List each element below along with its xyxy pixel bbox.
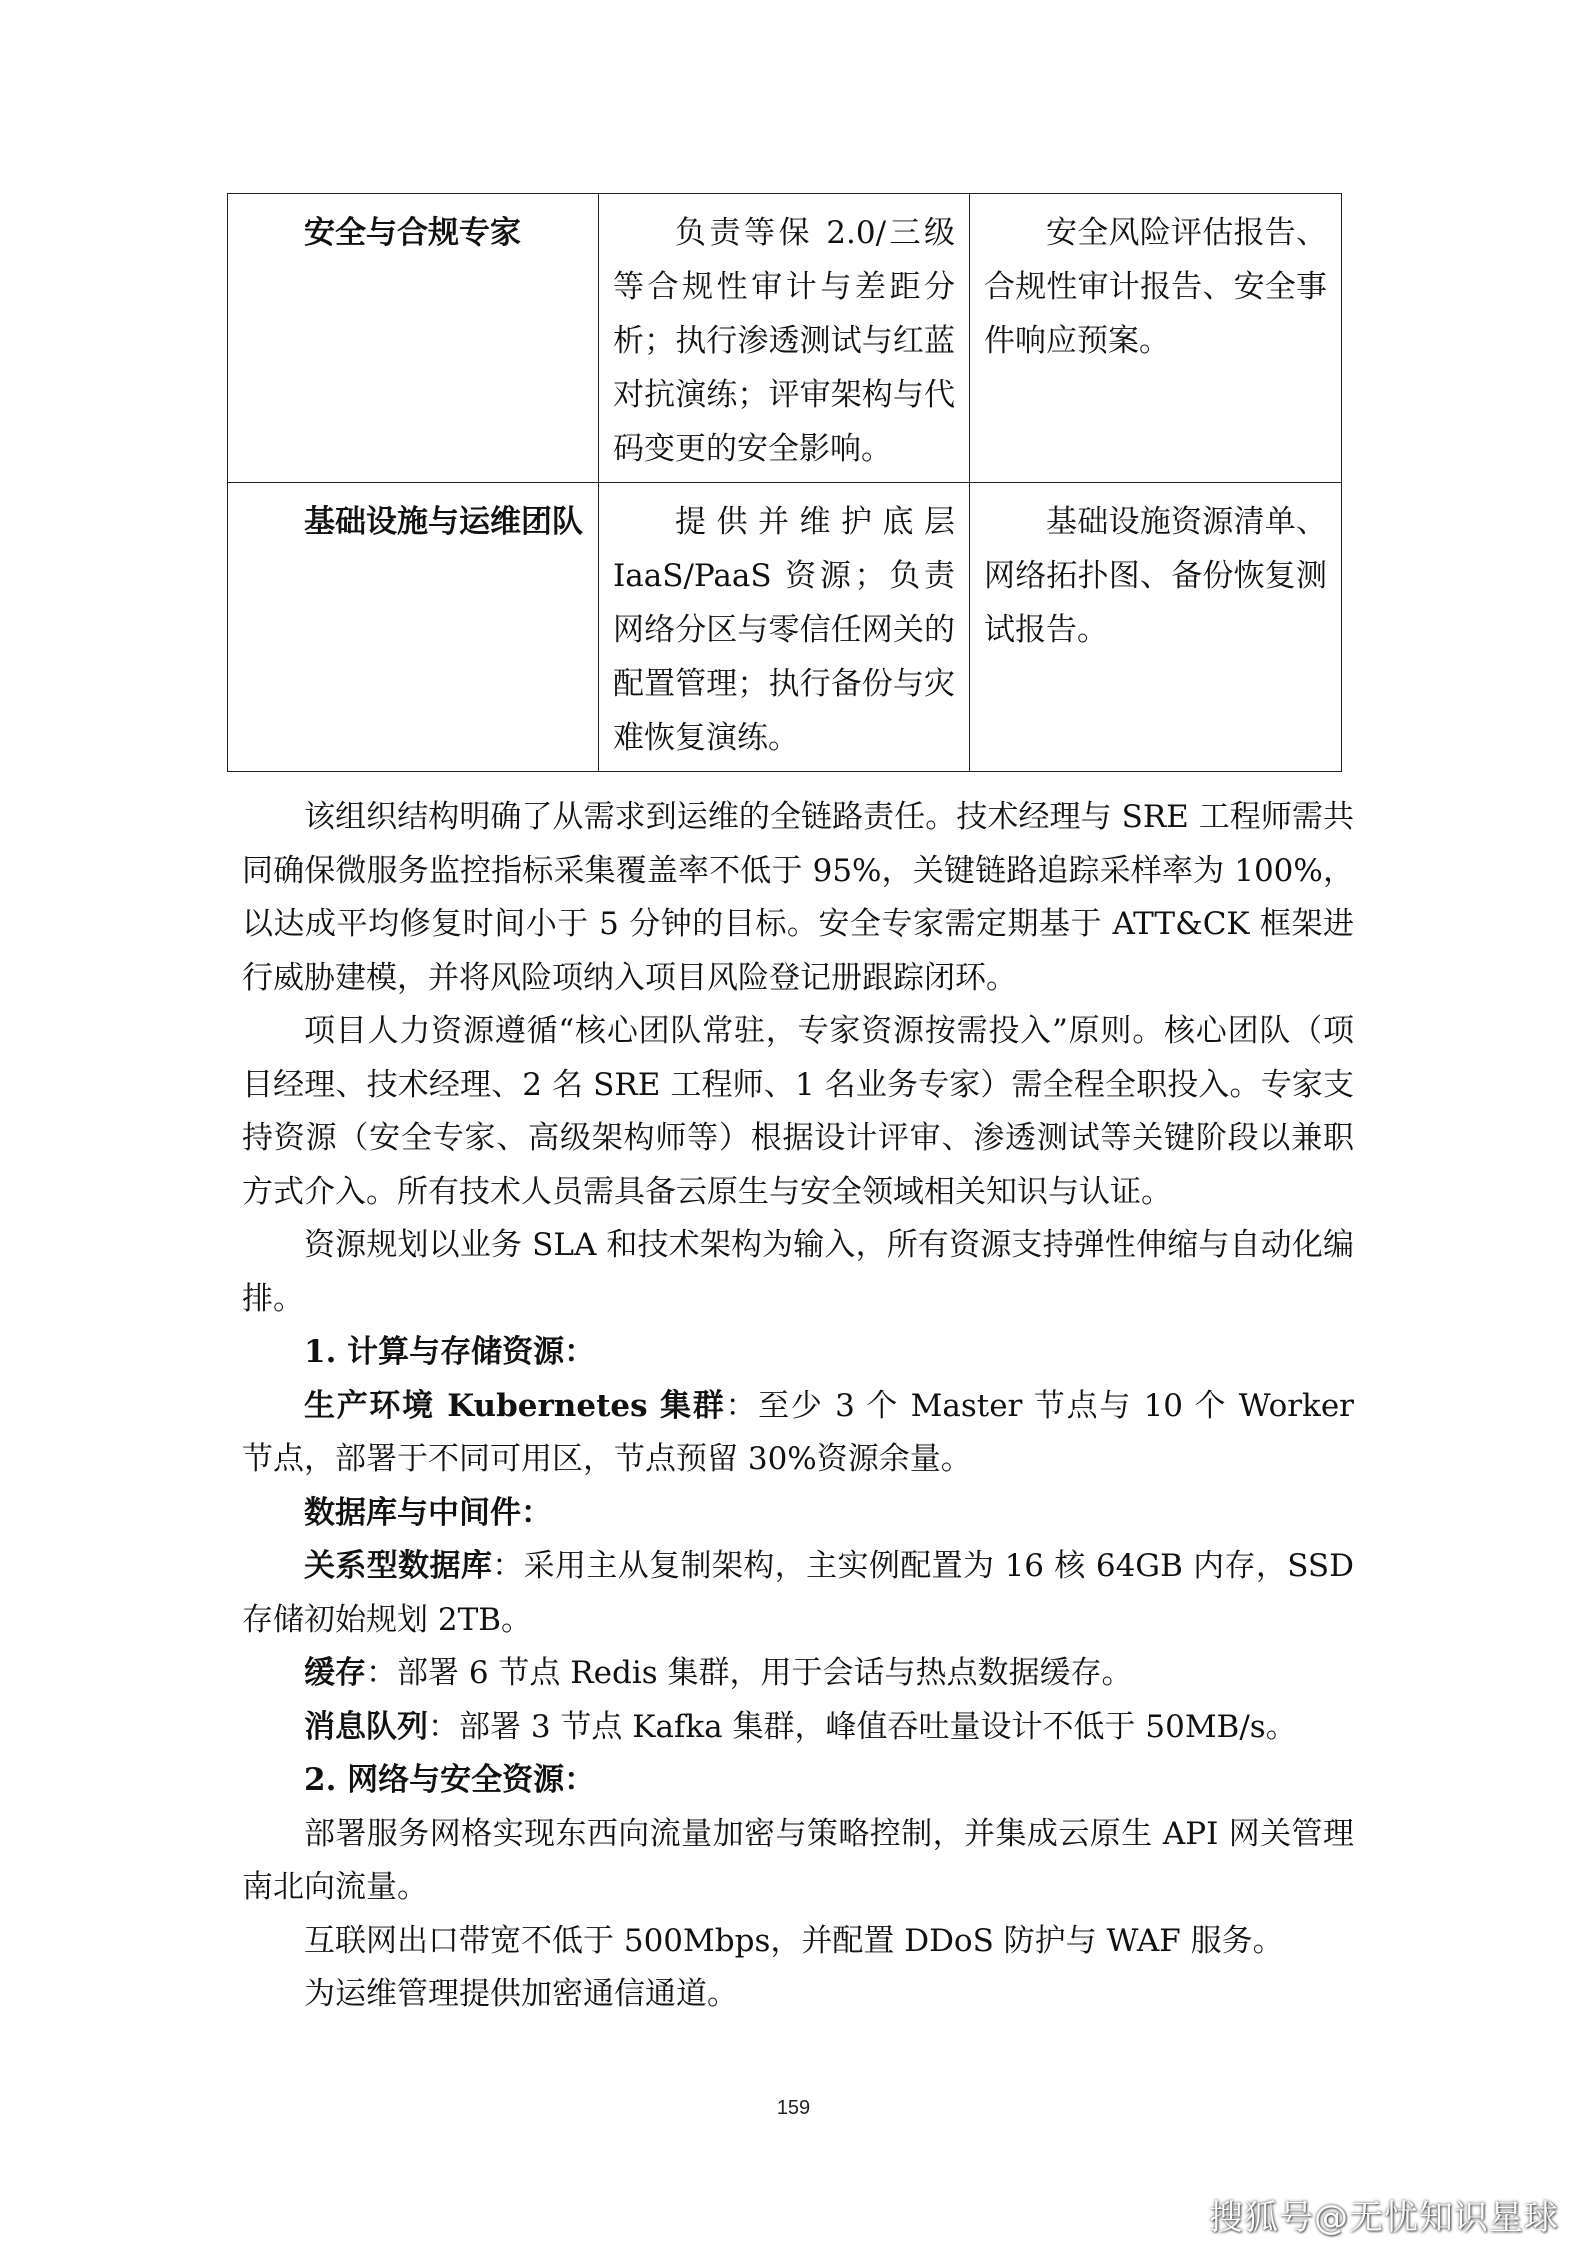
paragraph-human-resources: 项目人力资源遵循“核心团队常驻，专家资源按需投入”原则。核心团队（项目经理、技术经理、2 名 SRE 工程师、1 名业务专家）需全程全职投入。专家支持资源（安全专家、高级架构师等）根据设计评审、渗透测试等关键阶段以兼职方式介入。所有技术人员需具备云原生与安全领域相关知识与认证。: [242, 1013, 1354, 1210]
paragraph-mq: [242, 1701, 1354, 1755]
duties-cell: 负责等保 2.0/三级等合规性审计与差距分析；执行渗透测试与红蓝对抗演练；评审架构与代码变更的安全影响。: [599, 194, 970, 483]
cache-label: 缓存: [304, 1655, 366, 1691]
heading-compute-storage: 1. 计算与存储资源：: [304, 1334, 596, 1370]
k8s-label: 生产环境 Kubernetes 集群: [304, 1387, 726, 1424]
mq-text: ：部署 3 节点 Kafka 集群，峰值吞吐量设计不低于 50MB/s。: [428, 1708, 1297, 1745]
table-row: [228, 194, 1342, 483]
rdb-text: ：采用主从复制架构，主实例配置为 16 核 64GB 内存，SSD 存储初始规划 2TB。: [242, 1548, 1355, 1638]
mq-label: 消息队列: [304, 1708, 428, 1745]
paragraph-org-structure: 该组织结构明确了从需求到运维的全链路责任。技术经理与 SRE 工程师需共同确保微服务监控指标采集覆盖率不低于 95%，关键链路追踪采样率为 100%，以达成平均修复时间小于 5 分钟的目标。安全专家需定期基于 ATT&CK 框架进行威胁建模，并将风险项纳入项目风险登记册跟踪闭环。: [242, 799, 1354, 996]
paragraph-service-mesh: 部署服务网格实现东西向流量加密与策略控制，并集成云原生 API 网关管理南北向流量。: [242, 1815, 1354, 1905]
body-text: [242, 791, 1354, 2022]
k8s-text: ：至少 3 个 Master 节点与 10 个 Worker 节点，部署于不同可用区，节点预留 30%资源余量。: [242, 1387, 1354, 1477]
role-cell: 基础设施与运维团队: [228, 483, 599, 772]
rdb-label: 关系型数据库: [304, 1548, 493, 1584]
responsibility-table: [227, 193, 1342, 772]
paragraph-cache: [242, 1647, 1354, 1701]
cache-text: ：部署 6 节点 Redis 集群，用于会话与热点数据缓存。: [366, 1655, 1133, 1691]
paragraph-resource-planning: 资源规划以业务 SLA 和技术架构为输入，所有资源支持弹性伸缩与自动化编排。: [242, 1227, 1354, 1317]
deliverables-cell: 安全风险评估报告、合规性审计报告、安全事件响应预案。: [970, 194, 1342, 483]
table-row: [228, 483, 1342, 772]
deliverables-cell: 基础设施资源清单、网络拓扑图、备份恢复测试报告。: [970, 483, 1342, 772]
role-cell: 安全与合规专家: [228, 194, 599, 483]
page-number: 159: [776, 2097, 811, 2119]
paragraph-bandwidth: 互联网出口带宽不低于 500Mbps，并配置 DDoS 防护与 WAF 服务。: [304, 1922, 1284, 1959]
duties-cell: 提供并维护底层 IaaS/PaaS 资源；负责网络分区与零信任网关的配置管理；执行备份与灾难恢复演练。: [599, 483, 970, 772]
heading-db-middleware: 数据库与中间件：: [304, 1494, 552, 1531]
heading-network-security: 2. 网络与安全资源：: [304, 1762, 596, 1798]
paragraph-ops-channel: 为运维管理提供加密通信通道。: [304, 1976, 738, 2012]
paragraph-k8s: [242, 1380, 1354, 1487]
paragraph-rdb: [242, 1540, 1354, 1647]
watermark: 搜狐号@无忧知识星球: [1209, 2198, 1559, 2238]
